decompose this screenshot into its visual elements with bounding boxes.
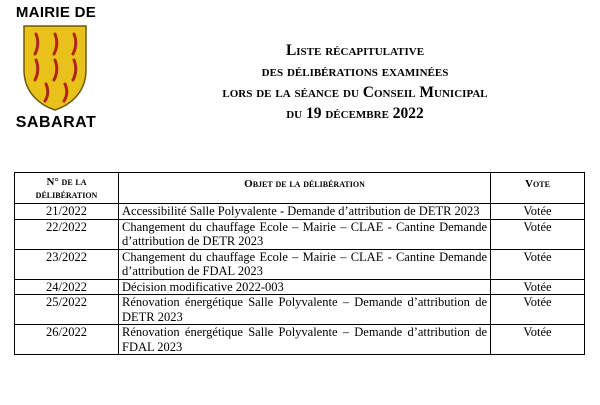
title-line-4: du 19 décembre 2022 (286, 105, 424, 122)
row-number: 25/2022 (15, 295, 119, 325)
row-object: Changement du chauffage Ecole – Mairie – CLAE - Cantine Demande d’attribution de DETR 2023 (119, 219, 491, 249)
row-vote: Votée (491, 295, 585, 325)
header-number-line1: N° de la (46, 176, 87, 188)
row-object: Décision modificative 2022-003 (119, 279, 491, 295)
table-row (15, 219, 585, 249)
header-number-line2: délibération (35, 189, 98, 201)
title-line-1: Liste récapitulative (285, 42, 425, 59)
row-vote: Votée (491, 249, 585, 279)
deliberations-table (14, 172, 585, 355)
logo-bottom-text: SABARAT (15, 114, 97, 131)
table-row (15, 279, 585, 295)
row-number: 24/2022 (15, 279, 119, 295)
row-object: Rénovation énergétique Salle Polyvalente – Demande d’attribution de FDAL 2023 (119, 325, 491, 355)
header-number (15, 173, 119, 204)
row-object: Accessibilité Salle Polyvalente - Demande d’attribution de DETR 2023 (119, 204, 491, 220)
row-number: 22/2022 (15, 219, 119, 249)
table-header-row (15, 173, 585, 204)
row-vote: Votée (491, 325, 585, 355)
row-number: 26/2022 (15, 325, 119, 355)
row-vote: Votée (491, 219, 585, 249)
document-title (110, 40, 600, 124)
row-object: Rénovation énergétique Salle Polyvalente – Demande d’attribution de DETR 2023 (119, 295, 491, 325)
table-row (15, 325, 585, 355)
header-object: Objet de la délibération (119, 173, 491, 204)
header-vote: Vote (491, 173, 585, 204)
row-object: Changement du chauffage Ecole – Mairie – CLAE - Cantine Demande d’attribution de FDAL 2023 (119, 249, 491, 279)
table-row (15, 249, 585, 279)
title-line-3: lors de la séance du Conseil Municipal (222, 84, 488, 101)
row-number: 21/2022 (15, 204, 119, 220)
logo-top-text: MAIRIE DE (15, 4, 97, 21)
coat-of-arms-icon (22, 24, 88, 112)
table-row (15, 295, 585, 325)
row-number: 23/2022 (15, 249, 119, 279)
row-vote: Votée (491, 279, 585, 295)
title-line-2: des délibérations examinées (261, 63, 449, 80)
row-vote: Votée (491, 204, 585, 220)
mairie-logo (8, 4, 104, 136)
table-row (15, 204, 585, 220)
